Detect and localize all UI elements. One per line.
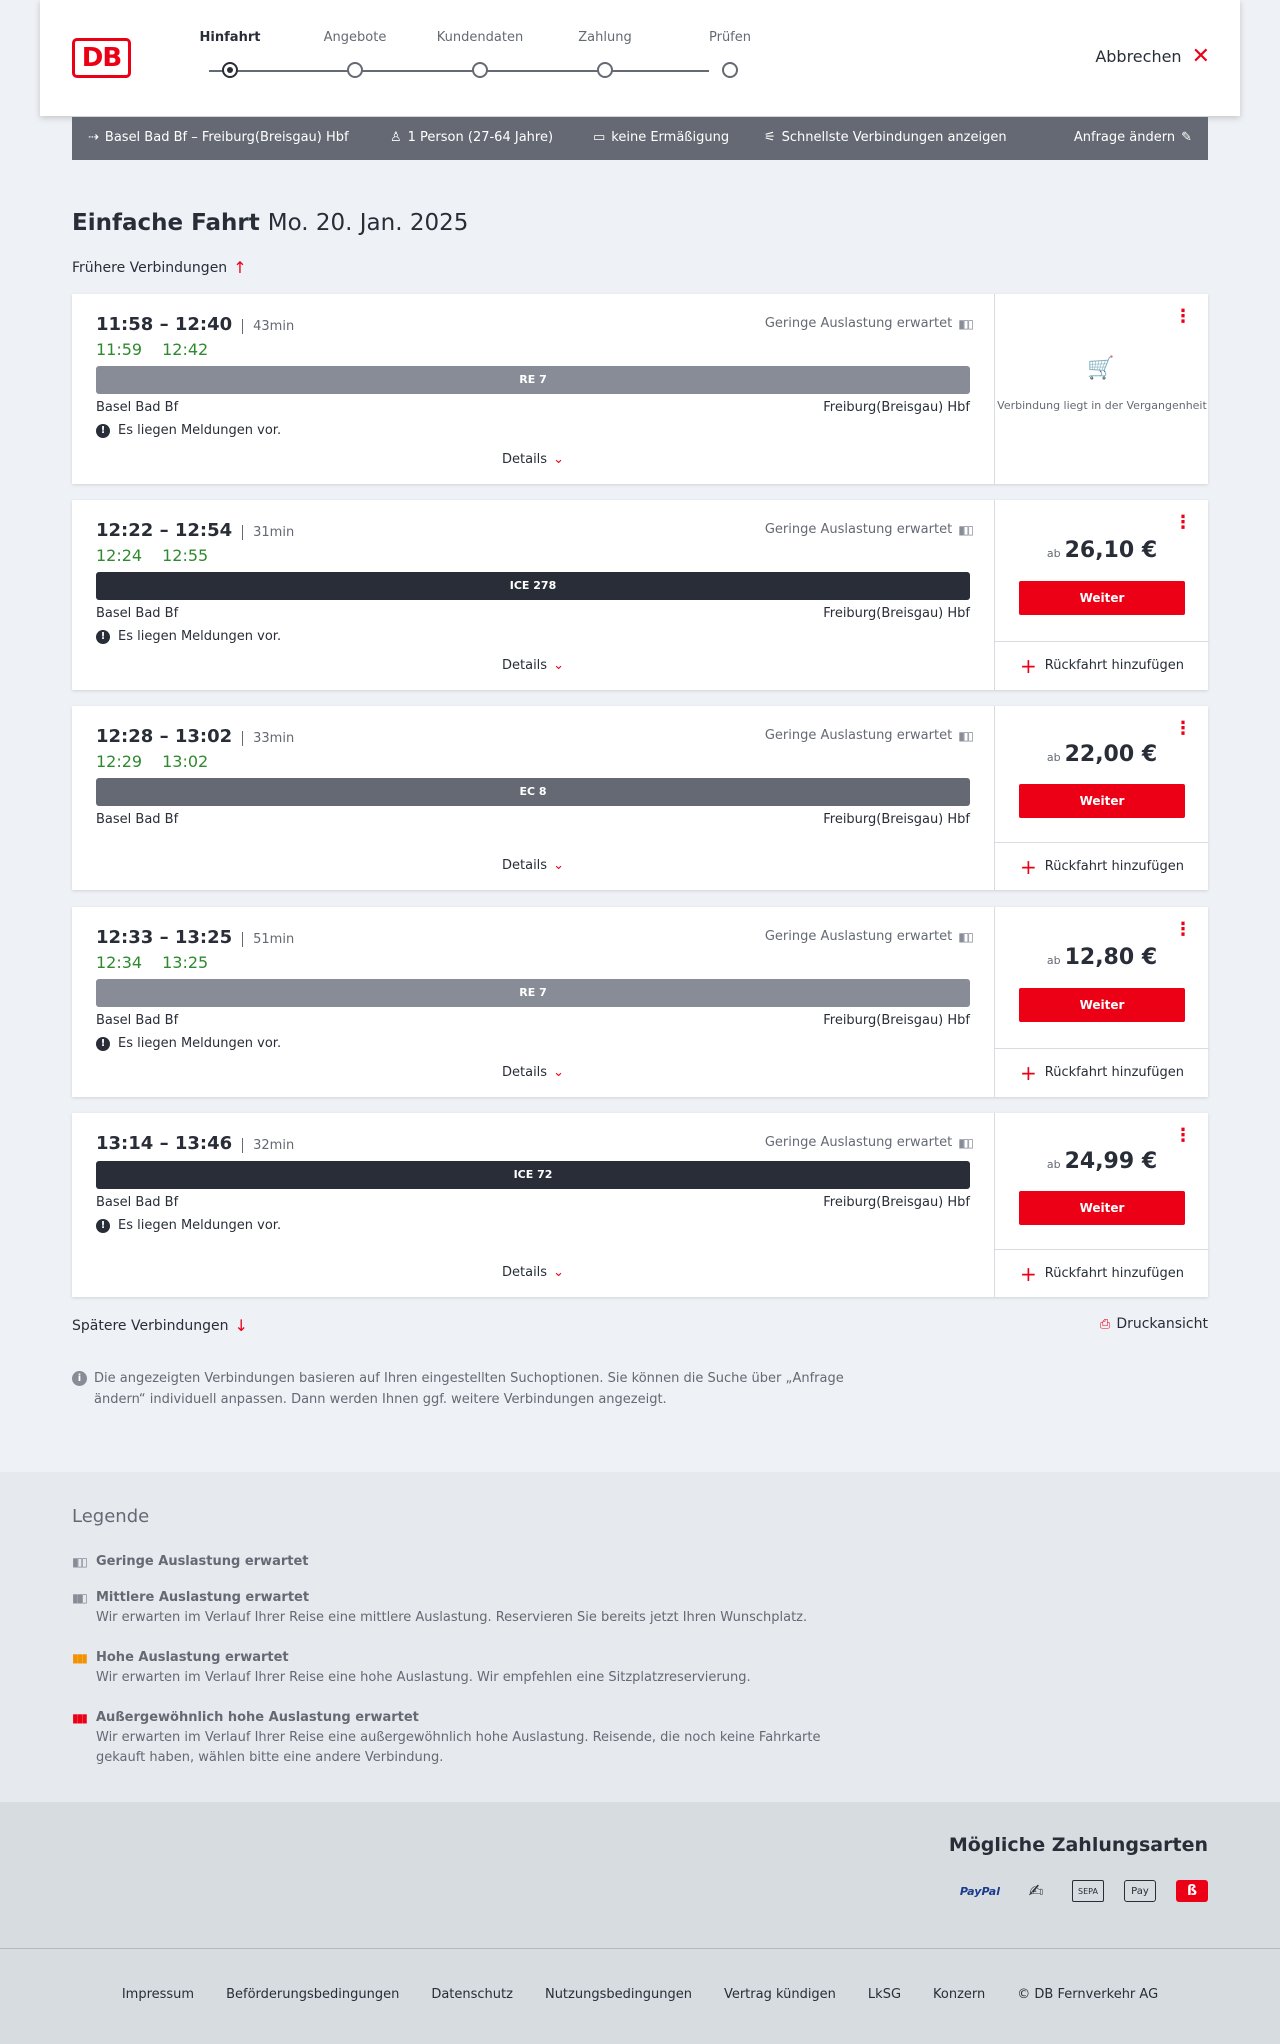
occupancy-indicator <box>765 522 972 537</box>
notice-label: Es liegen Meldungen vor. <box>118 1036 282 1051</box>
step-label: Kundendaten <box>436 30 524 45</box>
print-label: Druckansicht <box>1116 1316 1208 1332</box>
alert-icon: ! <box>96 1037 110 1051</box>
realtime-arrival: 12:42 <box>162 340 209 359</box>
print-view-link[interactable] <box>1100 1316 1208 1332</box>
connection-main <box>72 294 994 484</box>
step-angebote <box>295 30 415 45</box>
return-label: Rückfahrt hinzufügen <box>1044 1266 1184 1281</box>
return-label: Rückfahrt hinzufügen <box>1044 658 1184 673</box>
details-label: Details <box>502 858 548 873</box>
occupancy-low-icon: ▮▯▯ <box>958 728 972 743</box>
notice <box>96 1036 281 1051</box>
close-icon: ✕ <box>1191 43 1210 69</box>
db-payment-icon: ß <box>1176 1880 1208 1902</box>
arrow-down-icon: ↓ <box>234 1316 248 1335</box>
fastest-toggle[interactable] <box>764 130 1007 145</box>
price-value: 26,10 € <box>1064 538 1158 563</box>
realtime-times <box>96 546 208 565</box>
departure-station: Basel Bad Bf <box>96 812 179 827</box>
connection-card <box>72 907 1208 1097</box>
stations <box>96 606 970 621</box>
db-logo[interactable]: DB <box>72 38 131 78</box>
trip-type: Einfache Fahrt <box>72 210 260 236</box>
train-bar[interactable]: ICE 278 <box>96 572 970 600</box>
legend-item-label: Geringe Auslastung erwartet <box>96 1554 309 1569</box>
departure-station: Basel Bad Bf <box>96 1013 179 1028</box>
legend-section <box>0 1472 1280 1802</box>
legend-item-description: Wir erwarten im Verlauf Ihrer Reise eine mittlere Auslastung. Reservieren Sie bereits jetzt Ihren Wunschplatz. <box>96 1610 808 1625</box>
scheduled-times <box>96 520 294 541</box>
step-dot <box>222 62 238 78</box>
details-label: Details <box>502 658 548 673</box>
step-hinfahrt <box>170 30 290 45</box>
step-pruefen <box>670 30 790 45</box>
later-label: Spätere Verbindungen <box>72 1317 229 1334</box>
stations <box>96 812 970 827</box>
printer-icon: ⎙ <box>1099 1316 1111 1332</box>
footer <box>0 1948 1280 2044</box>
edit-request-button[interactable] <box>1074 130 1192 145</box>
legend-item-title <box>72 1588 872 1608</box>
occupancy-low-icon: ▮▯▯ <box>958 929 972 944</box>
legend-item-description: Wir erwarten im Verlauf Ihrer Reise eine außergewöhnlich hohe Auslastung. Reisende, die noch keine Fahrkarte gekauft haben, wählen bitte eine andere Verbindung. <box>96 1730 821 1765</box>
footer-copyright: © DB Fernverkehr AG <box>1017 1987 1159 2002</box>
occupancy-label: Geringe Auslastung erwartet <box>764 1135 953 1150</box>
realtime-departure: 11:59 <box>96 340 143 359</box>
connection-main <box>72 500 994 690</box>
footer-link-impressum[interactable]: Impressum <box>121 1987 195 2002</box>
price-value: 24,99 € <box>1064 1149 1158 1174</box>
duration: 33min <box>242 731 294 746</box>
paypal-icon <box>960 1880 1000 1902</box>
price-value: 12,80 € <box>1064 945 1158 970</box>
occupancy-high-icon: ▮▮▮ <box>72 1651 86 1665</box>
notice-label: Es liegen Meldungen vor. <box>118 629 282 644</box>
sliders-icon: ⚟ <box>764 130 776 145</box>
connection-offer <box>994 706 1208 890</box>
legend-item-high <box>72 1648 872 1688</box>
plus-icon: + <box>1020 854 1037 879</box>
footer-link-lksg[interactable]: LkSG <box>867 1987 902 2002</box>
occupancy-low-icon: ▮▯▯ <box>958 316 972 331</box>
plus-icon: + <box>1020 653 1037 678</box>
payment-icons <box>960 1880 1208 1902</box>
apple-pay-icon <box>1124 1880 1156 1902</box>
connection-main <box>72 1113 994 1297</box>
price <box>995 742 1209 767</box>
price <box>995 945 1209 970</box>
footer-link-nutzungsbedingungen[interactable]: Nutzungsbedingungen <box>544 1987 692 2002</box>
sepa-icon <box>1072 1880 1104 1902</box>
more-options-icon[interactable]: ⋮ <box>1174 512 1192 533</box>
price-prefix: ab <box>1046 547 1061 560</box>
later-connections-link[interactable] <box>72 1316 248 1335</box>
connection-main <box>72 907 994 1097</box>
price-value: 22,00 € <box>1064 742 1158 767</box>
occupancy-very-high-icon: ▮▮▮ <box>72 1711 86 1725</box>
train-bar[interactable]: RE 7 <box>96 366 970 394</box>
search-summary-bar <box>72 117 1208 160</box>
notice-label: Es liegen Meldungen vor. <box>118 423 282 438</box>
details-toggle[interactable] <box>72 1265 994 1280</box>
card-icon: ▭ <box>593 130 606 145</box>
details-toggle[interactable] <box>72 452 994 467</box>
credit-card-icon: ✍ <box>1028 1880 1044 1902</box>
arrival-station: Freiburg(Breisgau) Hbf <box>823 1013 970 1028</box>
occupancy-label: Geringe Auslastung erwartet <box>764 522 953 537</box>
scheduled-times <box>96 1133 294 1154</box>
footer-link-befoerderungsbedingungen[interactable]: Beförderungsbedingungen <box>226 1987 400 2002</box>
persons-label: 1 Person (27-64 Jahre) <box>407 130 554 145</box>
add-return-trip-button[interactable] <box>995 1249 1209 1297</box>
payment-methods-title: Mögliche Zahlungsarten <box>948 1834 1208 1856</box>
occupancy-label: Geringe Auslastung erwartet <box>764 728 953 743</box>
person-icon: ♙ <box>390 130 402 145</box>
price <box>995 538 1209 563</box>
departure-station: Basel Bad Bf <box>96 1195 179 1210</box>
connection-card <box>72 706 1208 890</box>
train-bar[interactable]: RE 7 <box>96 979 970 1007</box>
chevron-down-icon: ⌄ <box>553 1265 564 1280</box>
connection-offer <box>994 500 1208 690</box>
realtime-departure: 12:29 <box>96 752 143 771</box>
occupancy-low-icon: ▮▯▯ <box>958 1135 972 1150</box>
connection-offer <box>994 907 1208 1097</box>
persons-summary <box>390 130 553 145</box>
info-icon: i <box>72 1371 87 1386</box>
occupancy-indicator <box>765 929 972 944</box>
paypal-label: PayPal <box>959 1884 1000 1898</box>
connection-main <box>72 706 994 890</box>
arrival-station: Freiburg(Breisgau) Hbf <box>823 400 970 415</box>
cancel-button[interactable] <box>1095 43 1210 69</box>
realtime-times <box>96 340 208 359</box>
alert-icon: ! <box>96 630 110 644</box>
legend-item-low <box>72 1552 872 1572</box>
price-prefix: ab <box>1046 1158 1061 1171</box>
earlier-connections-link[interactable] <box>72 258 247 277</box>
route-summary <box>88 130 349 145</box>
continue-button[interactable]: Weiter <box>1019 784 1185 818</box>
cancel-label: Abbrechen <box>1095 47 1182 66</box>
legend-item-very-high <box>72 1708 872 1768</box>
occupancy-label: Geringe Auslastung erwartet <box>764 929 953 944</box>
step-label: Angebote <box>323 30 387 45</box>
arrival-station: Freiburg(Breisgau) Hbf <box>823 1195 970 1210</box>
scheduled-times <box>96 314 294 335</box>
stations <box>96 1195 970 1210</box>
connection-card <box>72 294 1208 484</box>
legend-item-label: Hohe Auslastung erwartet <box>96 1650 289 1665</box>
departure-station: Basel Bad Bf <box>96 400 179 415</box>
alert-icon: ! <box>96 1219 110 1233</box>
progress-steps <box>170 30 751 80</box>
legend-title: Legende <box>72 1506 150 1527</box>
return-label: Rückfahrt hinzufügen <box>1044 859 1184 874</box>
price <box>995 1149 1209 1174</box>
footer-link-konzern[interactable]: Konzern <box>933 1987 986 2002</box>
apple-pay-label: Pay <box>1131 1885 1149 1897</box>
page-title <box>72 210 468 236</box>
step-label: Zahlung <box>578 30 632 45</box>
occupancy-indicator <box>765 316 972 331</box>
notice <box>96 423 281 438</box>
add-return-trip-button[interactable] <box>995 1048 1209 1096</box>
continue-button[interactable]: Weiter <box>1019 1191 1185 1225</box>
more-options-icon[interactable]: ⋮ <box>1174 919 1192 940</box>
occupancy-medium-icon: ▮▮▯ <box>72 1591 86 1605</box>
plus-icon: + <box>1020 1261 1037 1286</box>
past-connection-text: Verbindung liegt in der Vergangenheit <box>997 399 1207 412</box>
details-label: Details <box>502 452 548 467</box>
legend-item-title <box>72 1648 872 1668</box>
departure-station: Basel Bad Bf <box>96 606 179 621</box>
footer-link-vertrag-kuendigen[interactable]: Vertrag kündigen <box>723 1987 836 2002</box>
earlier-label: Frühere Verbindungen <box>72 259 228 276</box>
step-dot <box>347 62 363 78</box>
times-label: 12:22 – 12:54 <box>96 520 233 541</box>
trip-date: Mo. 20. Jan. 2025 <box>267 210 469 236</box>
sepa-label: SEPA <box>1078 1886 1098 1896</box>
legend-item-title <box>72 1708 872 1728</box>
connection-offer <box>994 1113 1208 1297</box>
chevron-down-icon: ⌄ <box>553 858 564 873</box>
occupancy-indicator <box>765 1135 972 1150</box>
discount-label: keine Ermäßigung <box>611 130 730 145</box>
step-kundendaten <box>420 30 540 45</box>
price-prefix: ab <box>1046 751 1061 764</box>
realtime-arrival: 12:55 <box>162 546 209 565</box>
info-label: Die angezeigten Verbindungen basieren auf Ihren eingestellten Suchoptionen. Sie können die Suche über „Anfrage ändern“ individuell anpassen. Dann werden Ihnen ggf. weitere Verbindungen angezeigt. <box>94 1371 844 1407</box>
realtime-times <box>96 953 208 972</box>
chevron-down-icon: ⌄ <box>553 658 564 673</box>
route-label: Basel Bad Bf – Freiburg(Breisgau) Hbf <box>104 130 349 145</box>
duration: 31min <box>242 525 294 540</box>
times-label: 12:33 – 13:25 <box>96 927 233 948</box>
footer-links <box>0 1987 1280 2002</box>
legend-item-description: Wir erwarten im Verlauf Ihrer Reise eine hohe Auslastung. Wir empfehlen eine Sitzplatzreservierung. <box>96 1670 751 1685</box>
search-info-text <box>72 1368 852 1410</box>
edit-label: Anfrage ändern <box>1073 130 1176 145</box>
occupancy-low-icon: ▮▯▯ <box>72 1555 86 1569</box>
occupancy-low-icon: ▮▯▯ <box>958 522 972 537</box>
scheduled-times <box>96 726 294 747</box>
connection-card <box>72 500 1208 690</box>
step-dot <box>597 62 613 78</box>
details-toggle[interactable] <box>72 858 994 873</box>
arrow-up-icon: ↑ <box>233 258 247 277</box>
realtime-departure: 12:34 <box>96 953 143 972</box>
cart-unavailable-icon: 🛒 <box>1087 356 1115 381</box>
continue-button[interactable]: Weiter <box>1019 581 1185 615</box>
realtime-times <box>96 752 208 771</box>
legend-item-title <box>72 1552 872 1572</box>
occupancy-indicator <box>765 728 972 743</box>
arrival-station: Freiburg(Breisgau) Hbf <box>823 606 970 621</box>
alert-icon: ! <box>96 424 110 438</box>
realtime-departure: 12:24 <box>96 546 143 565</box>
connection-offer <box>994 294 1208 484</box>
notice <box>96 629 281 644</box>
occupancy-label: Geringe Auslastung erwartet <box>764 316 953 331</box>
header <box>40 0 1240 116</box>
details-toggle[interactable] <box>72 1065 994 1080</box>
legend-item-label: Mittlere Auslastung erwartet <box>96 1590 310 1605</box>
stations <box>96 1013 970 1028</box>
duration: 43min <box>242 319 294 334</box>
more-options-icon[interactable]: ⋮ <box>1174 1125 1192 1146</box>
legend-item-medium <box>72 1588 872 1628</box>
connection-card <box>72 1113 1208 1297</box>
step-label: Hinfahrt <box>199 30 261 45</box>
times-label: 11:58 – 12:40 <box>96 314 233 335</box>
footer-link-datenschutz[interactable]: Datenschutz <box>431 1987 513 2002</box>
plus-icon: + <box>1020 1060 1037 1085</box>
arrival-station: Freiburg(Breisgau) Hbf <box>823 812 970 827</box>
chevron-down-icon: ⌄ <box>553 452 564 467</box>
step-dot <box>722 62 738 78</box>
discount-summary <box>593 130 729 145</box>
pencil-icon: ✎ <box>1181 130 1192 145</box>
duration: 51min <box>242 932 294 947</box>
details-label: Details <box>502 1065 548 1080</box>
step-label: Prüfen <box>708 30 751 45</box>
notice-label: Es liegen Meldungen vor. <box>118 1218 282 1233</box>
payment-methods-section <box>0 1802 1280 1948</box>
add-return-trip-button[interactable] <box>995 641 1209 689</box>
add-return-trip-button[interactable] <box>995 842 1209 890</box>
stations <box>96 400 970 415</box>
arrow-right-icon: ⇢ <box>88 130 99 145</box>
step-dot <box>472 62 488 78</box>
train-bar[interactable]: EC 8 <box>96 778 970 806</box>
continue-button[interactable]: Weiter <box>1019 988 1185 1022</box>
more-options-icon[interactable]: ⋮ <box>1174 718 1192 739</box>
step-zahlung <box>545 30 665 45</box>
duration: 32min <box>242 1138 294 1153</box>
progress-line <box>209 70 709 72</box>
chevron-down-icon: ⌄ <box>553 1065 564 1080</box>
train-bar[interactable]: ICE 72 <box>96 1161 970 1189</box>
price-prefix: ab <box>1046 954 1061 967</box>
realtime-arrival: 13:25 <box>162 953 209 972</box>
notice <box>96 1218 281 1233</box>
realtime-arrival: 13:02 <box>162 752 209 771</box>
times-label: 13:14 – 13:46 <box>96 1133 233 1154</box>
more-options-icon[interactable]: ⋮ <box>1174 306 1192 327</box>
scheduled-times <box>96 927 294 948</box>
fastest-label: Schnellste Verbindungen anzeigen <box>781 130 1007 145</box>
details-toggle[interactable] <box>72 658 994 673</box>
legend-item-label: Außergewöhnlich hohe Auslastung erwartet <box>96 1710 419 1725</box>
return-label: Rückfahrt hinzufügen <box>1044 1065 1184 1080</box>
details-label: Details <box>502 1265 548 1280</box>
times-label: 12:28 – 13:02 <box>96 726 233 747</box>
